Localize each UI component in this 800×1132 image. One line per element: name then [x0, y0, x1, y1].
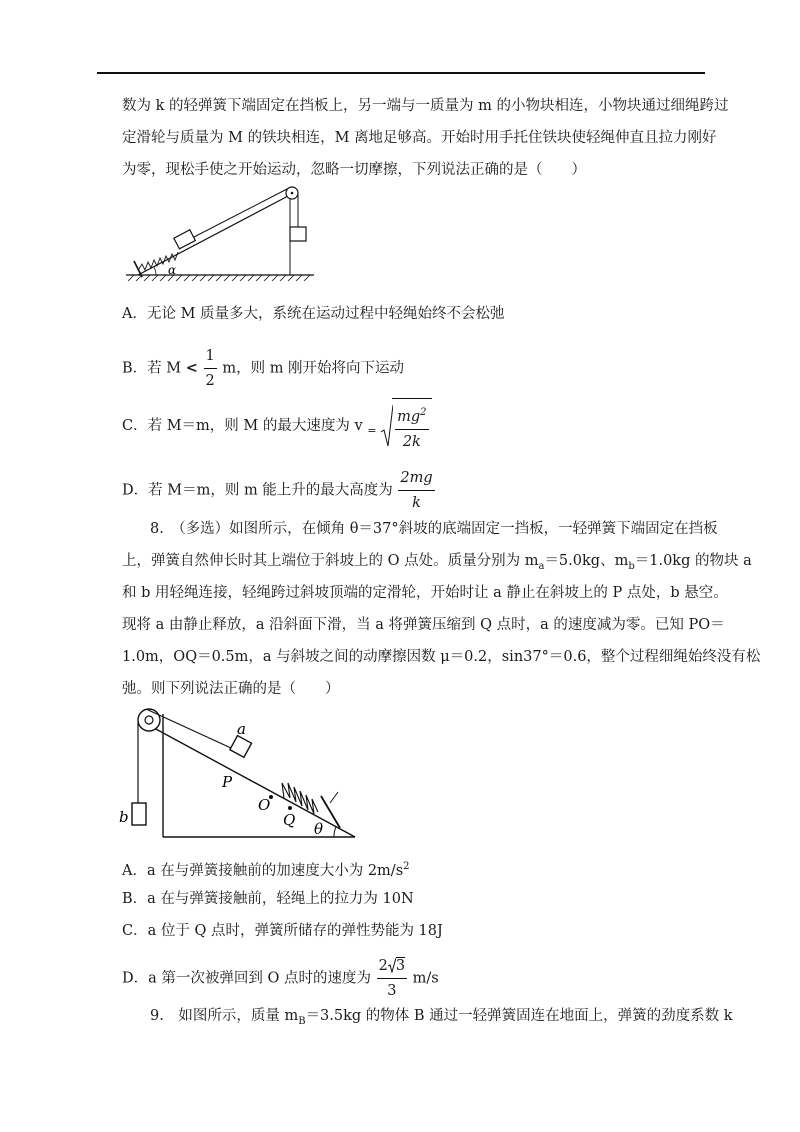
q8-label-a: a [237, 720, 246, 738]
q7-option-c-frac-num-exp: 2 [420, 407, 427, 418]
q8-option-d [122, 954, 439, 1003]
q7-option-c-frac-num: mg [397, 408, 421, 425]
q8-option-a-sup: 2 [403, 861, 410, 872]
q7-option-c-prefix: C．若 M＝m，则 M 的最大速度为 v [122, 417, 363, 434]
q7-rope-incline [194, 188, 289, 237]
q7-option-b-prefix: B．若 M [122, 360, 182, 377]
q8-option-d-frac [377, 954, 407, 1003]
radical-sign-icon [388, 957, 396, 973]
q8-label-q: Q [283, 811, 296, 829]
q7-stem-line-1: 数为 k 的轻弹簧下端固定在挡板上，另一端与一质量为 m 的小物块相连，小物块通过细绳跨过 [122, 98, 729, 114]
q7-ground-hatching [128, 275, 310, 281]
q7-option-c-frac-den: 2k [402, 433, 421, 450]
q7-option-b-frac [204, 344, 217, 393]
q8-block-a [230, 736, 252, 758]
q8-label-p: P [222, 773, 233, 791]
q8-option-d-prefix: D．a 第一次被弹回到 O 点时的速度为 [122, 970, 371, 987]
q8-option-b: B．a 在与弹簧接触前，轻绳上的拉力为 10N [122, 891, 414, 907]
q8-option-d-suffix: m/s [412, 970, 439, 987]
q8-stem-line-6: 弛。则下列说法正确的是（ ） [122, 681, 340, 697]
q7-angle-arc [154, 267, 156, 275]
q8-stem-line-1: 8. （多选）如图所示，在倾角 θ＝37°斜坡的底端固定一挡板，一轻弹簧下端固定在挡板 [150, 521, 718, 537]
q8-option-c: C．a 位于 Q 点时，弹簧所储存的弹性势能为 18J [122, 923, 443, 939]
q7-option-c-frac [395, 401, 428, 454]
header-rule [97, 72, 705, 74]
q7-option-d-frac [398, 466, 434, 515]
q8-figure [112, 700, 362, 842]
q8-stem-line-2: 上，弹簧自然伸长时其上端位于斜坡上的 O 点处。质量分别为 $m_a=5.0kg$、$m_b=1.0kg$ 的物块 a [122, 553, 752, 572]
q8-incline [154, 728, 355, 837]
q8-angle-arc [334, 827, 336, 837]
q7-option-d-frac-den: k [412, 495, 421, 511]
q8-spring [282, 783, 318, 814]
q7-option-c-sqrt [381, 398, 431, 454]
q7-option-a: A．无论 M 质量多大，系统在运动过程中轻绳始终不会松弛 [122, 306, 505, 322]
q8-stem-line-4: 现将 a 由静止释放，a 沿斜面下滑，当 a 将弹簧压缩到 Q 点时，a 的速度减为零。已知 PO＝ [122, 617, 725, 633]
q8-label-theta: θ [314, 820, 324, 838]
q8-option-d-frac-rad: 3 [395, 958, 406, 974]
q8-stem-line-3: 和 b 用轻绳连接，轻绳跨过斜坡顶端的定滑轮，开始时让 a 静止在斜坡上的 P 点处，b 悬空。 [122, 585, 728, 601]
q7-stem-line-2: 定滑轮与质量为 M 的铁块相连，M 离地足够高。开始时用手托住铁块使轻绳伸直且拉力刚好 [122, 130, 717, 146]
q8-option-a: A．a 在与弹簧接触前的加速度大小为 $2m/s^2$ [122, 861, 410, 879]
q8-option-d-frac-den: 3 [387, 983, 397, 999]
q7-option-b-suffix: m，则 m 刚开始将向下运动 [222, 360, 405, 377]
q8-option-d-frac-coef: 2 [378, 958, 388, 974]
q7-option-c-eq: = [367, 423, 377, 437]
q8-block-b [132, 803, 146, 825]
q7-incline [138, 195, 290, 275]
q7-block-M [290, 227, 306, 241]
q7-option-d-prefix: D．若 M＝m，则 m 能上升的最大高度为 [122, 482, 393, 499]
q8-label-b: b [119, 808, 129, 826]
q7-option-d-frac-num: 2mg [398, 466, 434, 491]
q7-figure [118, 185, 318, 285]
q7-option-c [122, 398, 432, 454]
q8-rope-incline [146, 709, 231, 748]
q7-option-d [122, 466, 436, 515]
q7-option-b-op: < [185, 359, 198, 377]
q7-angle-label: α [168, 263, 177, 277]
q7-stem-line-3: 为零，现松手使之开始运动，忽略一切摩擦，下列说法正确的是（ ） [122, 162, 586, 178]
q8-label-o: O [258, 796, 271, 814]
q7-option-b-frac-den: 2 [205, 373, 215, 389]
q9-stem-line-1: 9. 如图所示，质量 $m_B=3.5kg$ 的物体 B 通过一轻弹簧固连在地面上，弹簧的劲度系数 k [150, 1008, 733, 1027]
q8-point-q [288, 806, 292, 810]
q7-option-b-frac-num: 1 [204, 344, 217, 369]
q7-option-b [122, 344, 404, 393]
q8-stem-line-5: 1.0m，OQ＝0.5m，a 与斜坡之间的动摩擦因数 μ＝0.2，sin37°＝0.6，整个过程细绳始终没有松 [122, 649, 761, 665]
